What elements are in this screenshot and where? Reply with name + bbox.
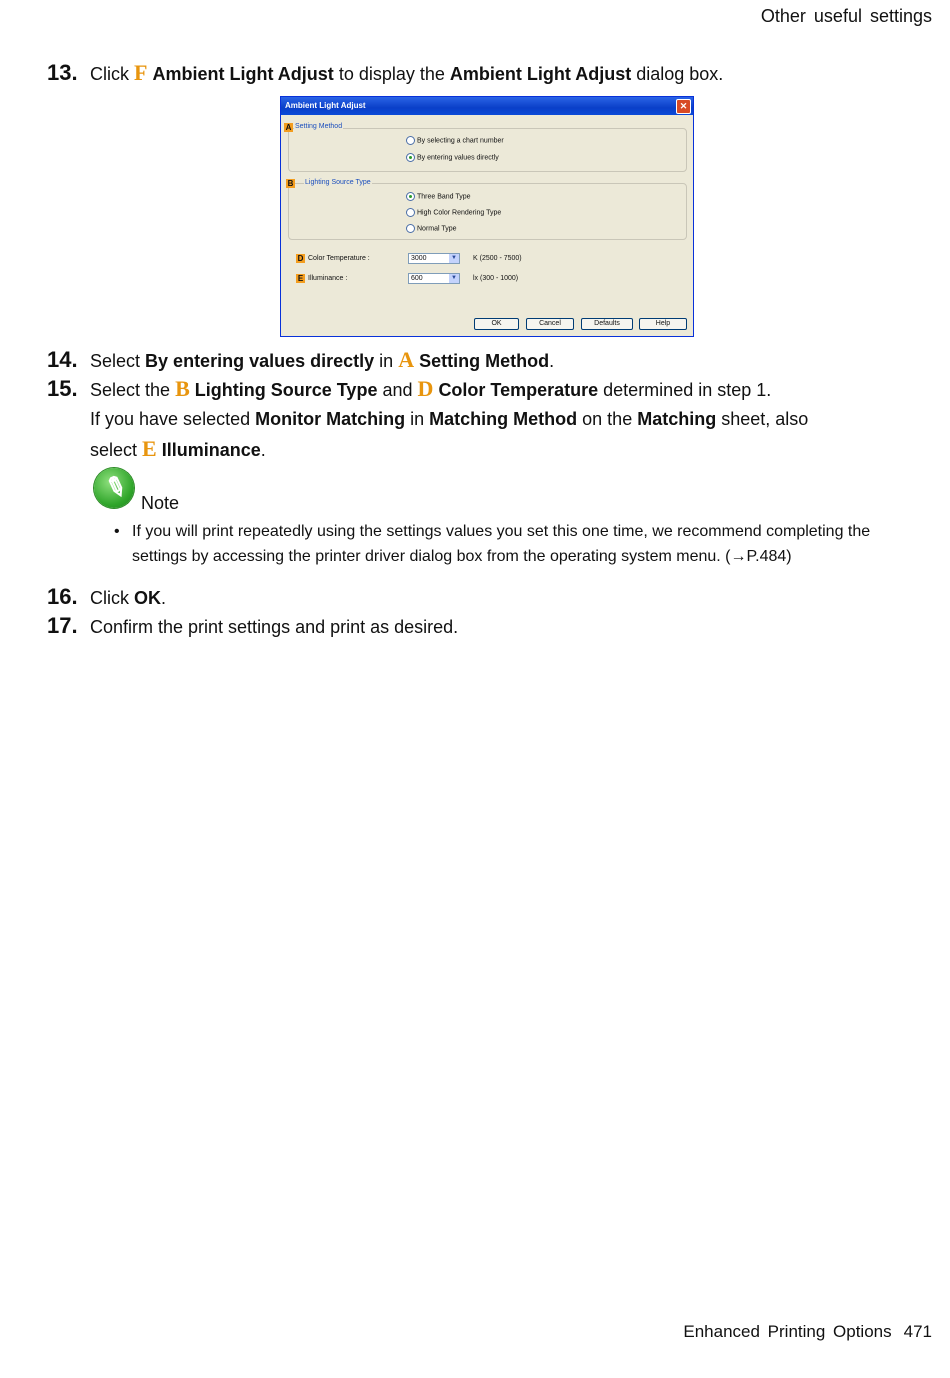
step-text: and — [382, 380, 413, 400]
color-temperature-label: Color Temperature : — [308, 255, 370, 262]
bold-term: OK — [134, 588, 162, 608]
bold-term: Lighting Source Type — [194, 380, 378, 400]
step-text: in — [410, 409, 425, 429]
step-text: . — [161, 588, 167, 608]
step-number: 15. — [47, 376, 78, 401]
illuminance-label: Illuminance : — [308, 275, 348, 282]
bullet: • — [114, 523, 120, 540]
callout-letter-f: F — [134, 60, 148, 85]
color-temperature-combo[interactable] — [408, 253, 460, 264]
step-text: . — [549, 351, 555, 371]
note-title: Note — [141, 493, 180, 513]
setting-method-label: Setting Method — [295, 123, 343, 130]
color-temperature-range: K (2500 - 7500) — [473, 255, 522, 262]
lighting-source-label: Lighting Source Type — [305, 179, 371, 186]
step-number: 16. — [47, 584, 78, 609]
bold-term: Monitor Matching — [255, 409, 406, 429]
step-text: . — [260, 440, 266, 460]
page-header: Other useful settings — [760, 6, 932, 26]
ambient-light-adjust-dialog — [280, 96, 694, 337]
footer-section: Enhanced Printing Options — [683, 1322, 892, 1341]
setting-method-group — [288, 128, 687, 172]
callout-letter-e: E — [142, 436, 157, 461]
callout-letter-b: B — [175, 376, 190, 401]
combo-value: 600 — [411, 275, 423, 282]
step-14 — [47, 345, 554, 376]
tag-d: D — [297, 254, 304, 263]
note-text: If you will print repeatedly using the settings values you set this one time, we recommend completing the settings by accessing the printer driver dialog box from the operating system menu. (→P.484) — [132, 523, 871, 565]
radio-icon — [406, 208, 415, 217]
bold-term: Ambient Light Adjust — [449, 64, 632, 84]
radio-label: Normal Type — [417, 225, 457, 233]
close-icon[interactable]: ✕ — [676, 99, 691, 114]
radio-selected-icon — [406, 192, 415, 201]
dialog-title: Ambient Light Adjust — [285, 101, 366, 110]
step-text: select — [90, 440, 138, 460]
help-button[interactable]: Help — [639, 318, 687, 330]
radio-selected-icon — [406, 153, 415, 162]
bold-term: Color Temperature — [438, 380, 599, 400]
note-pencil-icon: ✎ — [94, 468, 134, 508]
radio-label: By selecting a chart number — [417, 137, 504, 145]
illuminance-combo[interactable] — [408, 273, 460, 284]
step-text: Click — [90, 64, 129, 84]
step-text: sheet, also — [721, 409, 809, 429]
radio-label: High Color Rendering Type — [417, 209, 502, 217]
chevron-down-icon: ▼ — [449, 274, 459, 283]
bold-term: Ambient Light Adjust — [152, 64, 334, 84]
tag-b: B — [287, 179, 294, 188]
radio-icon — [406, 136, 415, 145]
step-text: Confirm the print settings and print as desired. — [90, 617, 459, 637]
chevron-down-icon: ▼ — [449, 254, 459, 263]
step-number: 14. — [47, 347, 78, 372]
step-text: determined in step 1. — [603, 380, 772, 400]
step-text: Select the — [90, 380, 171, 400]
step-text: to display the — [338, 64, 445, 84]
step-text: in — [379, 351, 394, 371]
bold-term: Matching Method — [429, 409, 578, 429]
page-number: 471 — [903, 1322, 932, 1341]
page-footer — [683, 1322, 932, 1342]
radio-normal[interactable] — [406, 224, 457, 233]
dialog-titlebar — [281, 97, 693, 115]
bold-term: Illuminance — [161, 440, 261, 460]
ok-button[interactable]: OK — [474, 318, 519, 330]
radio-label: Three Band Type — [417, 193, 471, 201]
step-number: 17. — [47, 613, 78, 638]
bold-term: Matching — [637, 409, 717, 429]
step-13 — [47, 58, 723, 89]
step-text: Click — [90, 588, 129, 608]
step-number: 13. — [47, 60, 78, 85]
tag-e: E — [297, 274, 304, 283]
note-item — [114, 519, 904, 569]
step-text: dialog box. — [636, 64, 724, 84]
radio-icon — [406, 224, 415, 233]
illuminance-range: lx (300 - 1000) — [473, 275, 519, 282]
step-text: Select — [90, 351, 141, 371]
step-text: on the — [582, 409, 633, 429]
step-15 — [47, 374, 808, 465]
radio-chart-number[interactable] — [406, 136, 504, 145]
step-text: If you have selected — [90, 409, 251, 429]
radio-values-directly[interactable] — [406, 153, 499, 162]
radio-high-color[interactable] — [406, 208, 501, 217]
combo-value: 3000 — [411, 255, 427, 262]
bold-term: Setting Method — [419, 351, 550, 371]
bold-term: By entering values directly — [145, 351, 375, 371]
tag-a: A — [285, 123, 292, 132]
radio-label: By entering values directly — [417, 154, 499, 162]
callout-letter-a: A — [398, 347, 415, 372]
callout-letter-d: D — [417, 376, 434, 401]
defaults-button[interactable]: Defaults — [581, 318, 633, 330]
step-16 — [47, 582, 166, 613]
cancel-button[interactable]: Cancel — [526, 318, 574, 330]
radio-three-band[interactable] — [406, 192, 471, 201]
step-17 — [47, 611, 458, 642]
